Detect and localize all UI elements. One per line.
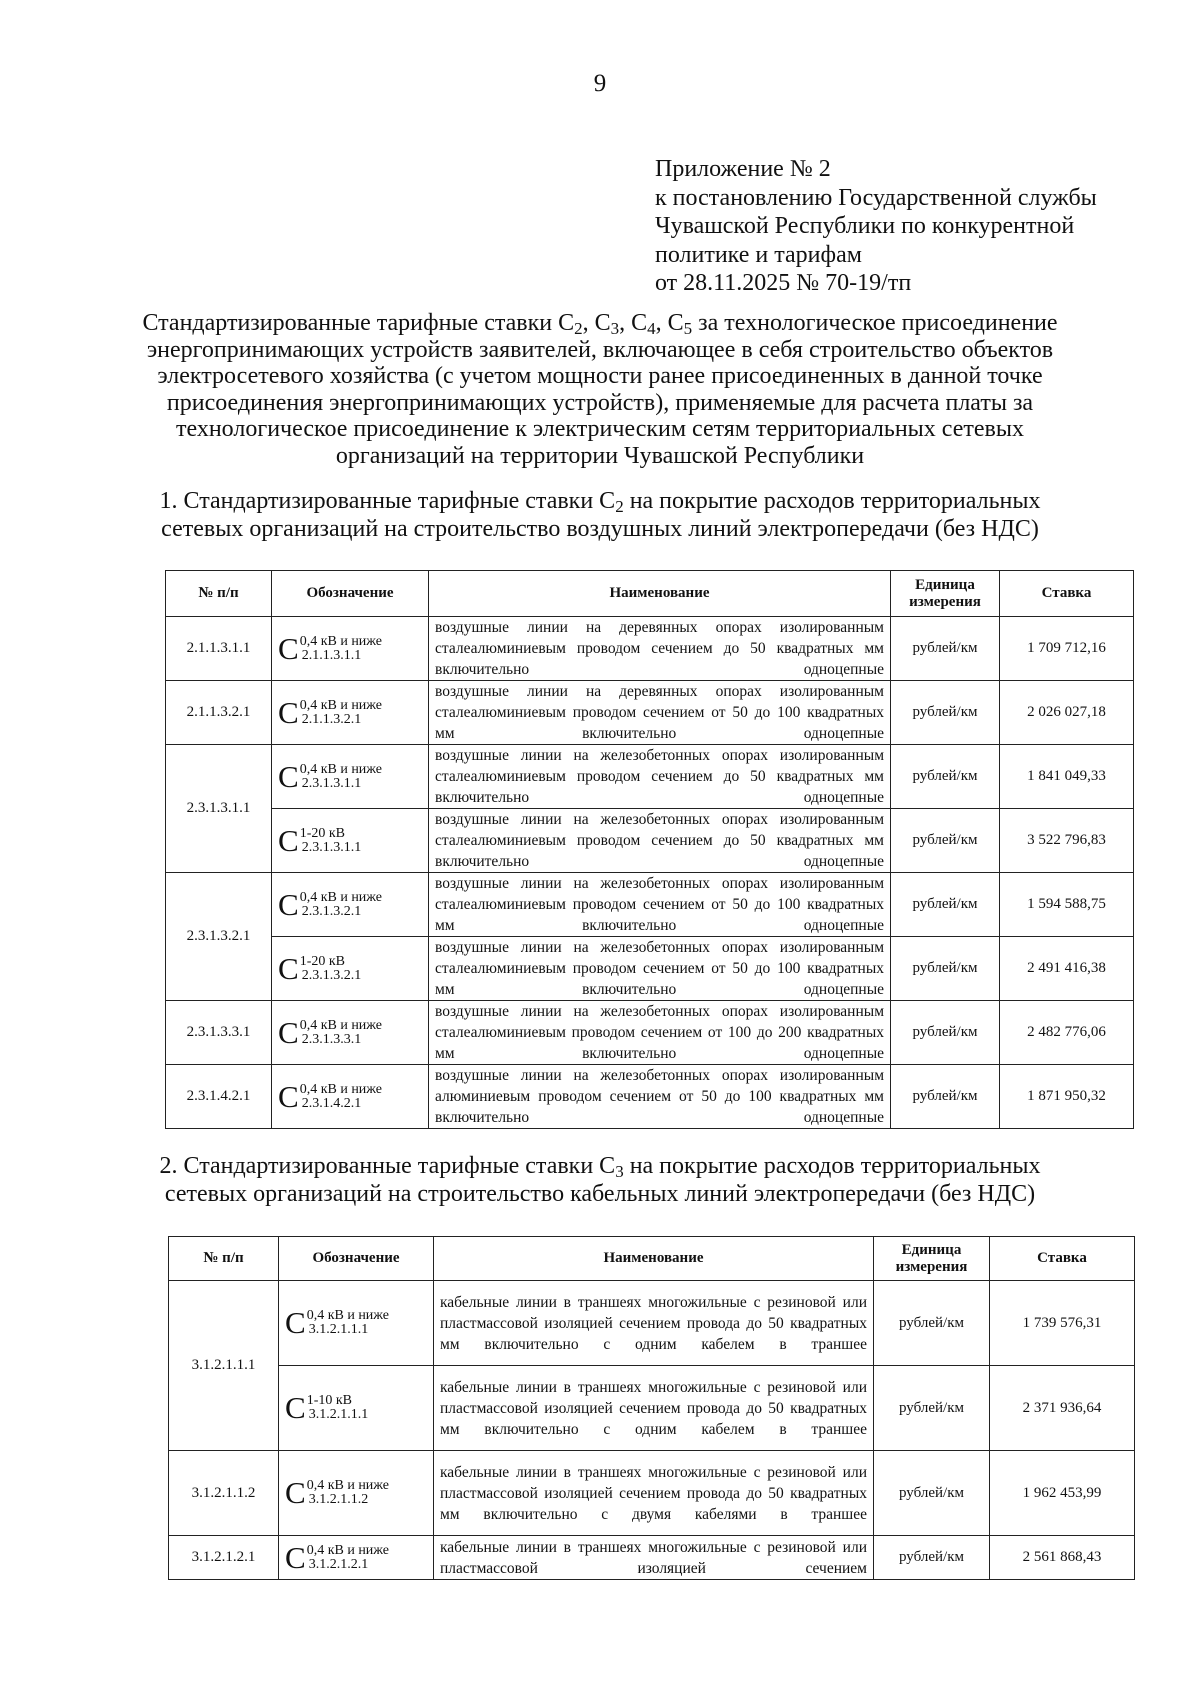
- row-description: кабельные линии в траншеях многожильные с резиновой или пластмассовой изоляцией сечением провода до 50 квадратных мм включительно с двумя кабелями в траншее: [434, 1451, 874, 1536]
- title-line: организаций на территории Чувашской Республики: [335, 442, 865, 469]
- designation: C 0,4 кВ и ниже 2.3.1.4.2.1: [272, 1065, 429, 1129]
- designation: C 1-20 кВ 2.3.1.3.2.1: [272, 937, 429, 1001]
- page-number: 9: [593, 70, 607, 97]
- designation: C 0,4 кВ и ниже 3.1.2.1.1.1: [279, 1281, 434, 1366]
- appendix-header: [655, 155, 1097, 298]
- section-title-line: сетевых организаций на строительство кабельных линий электропередачи (без НДС): [164, 1181, 1036, 1207]
- designation: C 1-10 кВ 3.1.2.1.1.1: [279, 1366, 434, 1451]
- row-number: 3.1.2.1.1.2: [169, 1451, 279, 1536]
- row-unit: рублей/км: [874, 1536, 990, 1580]
- row-unit: рублей/км: [891, 1065, 1000, 1129]
- designation: C 0,4 кВ и ниже 3.1.2.1.1.2: [279, 1451, 434, 1536]
- section-title-line: 2. Стандартизированные тарифные ставки $С_3$ на покрытие расходов территориальных: [159, 1153, 1041, 1181]
- appendix-line: от 28.11.2025 № 70-19/тп: [655, 270, 912, 296]
- tariff-table-c2: [165, 570, 1134, 1129]
- appendix-line: к постановлению Государственной службы: [655, 184, 1097, 211]
- row-rate: 1 709 712,16: [1000, 617, 1134, 681]
- row-rate: 2 026 027,18: [1000, 681, 1134, 745]
- row-description: воздушные линии на железобетонных опорах изолированным сталеалюминиевым проводом сечением от 50 до 100 квадратных мм включительно одноцепные: [429, 937, 891, 1001]
- row-unit: рублей/км: [874, 1451, 990, 1536]
- header-name: Наименование: [434, 1237, 874, 1281]
- row-description: кабельные линии в траншеях многожильные с резиновой или пластмассовой изоляцией сечением провода до 50 квадратных мм включительно с одним кабелем в траншее: [434, 1366, 874, 1451]
- header-unit: Единица измерения: [874, 1237, 990, 1281]
- row-rate: 1 841 049,33: [1000, 745, 1134, 809]
- row-description: воздушные линии на железобетонных опорах изолированным сталеалюминиевым проводом сечением до 50 квадратных мм включительно одноцепные: [429, 809, 891, 873]
- row-number: 2.1.1.3.1.1: [166, 617, 272, 681]
- row-rate: 2 561 868,43: [990, 1536, 1135, 1580]
- title-line: Стандартизированные тарифные ставки $С_2$, $С_3$, $С_4$, $С_5$ за технологическое присоединение: [142, 310, 1058, 338]
- row-unit: рублей/км: [891, 745, 1000, 809]
- designation: C 0,4 кВ и ниже 2.1.1.3.1.1: [272, 617, 429, 681]
- section-title-line: сетевых организаций на строительство воздушных линий электропередачи (без НДС): [161, 516, 1039, 542]
- row-rate: 1 962 453,99: [990, 1451, 1135, 1536]
- table-row: [169, 1281, 1135, 1366]
- header-designation: Обозначение: [279, 1237, 434, 1281]
- section-2-title: [100, 1152, 1100, 1208]
- row-unit: рублей/км: [891, 617, 1000, 681]
- row-unit: рублей/км: [891, 681, 1000, 745]
- tariff-table-c3: [168, 1236, 1135, 1580]
- table-row: [169, 1366, 1135, 1451]
- appendix-line: Приложение № 2: [655, 156, 831, 182]
- designation: C 1-20 кВ 2.3.1.3.1.1: [272, 809, 429, 873]
- row-unit: рублей/км: [891, 873, 1000, 937]
- row-rate: 2 491 416,38: [1000, 937, 1134, 1001]
- row-description: воздушные линии на железобетонных опорах изолированным сталеалюминиевым проводом сечением до 50 квадратных мм включительно одноцепные: [429, 745, 891, 809]
- row-description: воздушные линии на железобетонных опорах изолированным алюминиевым проводом сечением от 50 до 100 квадратных мм включительно одноцепные: [429, 1065, 891, 1129]
- row-number: 2.3.1.3.1.1: [166, 745, 272, 873]
- header-num: № п/п: [166, 571, 272, 617]
- header-num: № п/п: [169, 1237, 279, 1281]
- header-unit: Единица измерения: [891, 571, 1000, 617]
- row-rate: 1 594 588,75: [1000, 873, 1134, 937]
- row-description: кабельные линии в траншеях многожильные с резиновой или пластмассовой изоляцией сечением провода до 50 квадратных мм включительно с одним кабелем в траншее: [434, 1281, 874, 1366]
- table-header-row: [169, 1237, 1135, 1281]
- title-line: энергопринимающих устройств заявителей, включающее в себя строительство объектов: [146, 336, 1054, 363]
- row-description: воздушные линии на железобетонных опорах изолированным сталеалюминиевым проводом сечением от 100 до 200 квадратных мм включительно одноцепные: [429, 1001, 891, 1065]
- designation: C 0,4 кВ и ниже 2.3.1.3.1.1: [272, 745, 429, 809]
- table-row: [166, 681, 1134, 745]
- designation: C 0,4 кВ и ниже 3.1.2.1.2.1: [279, 1536, 434, 1580]
- row-unit: рублей/км: [891, 1001, 1000, 1065]
- table-row: [166, 617, 1134, 681]
- table-row: [166, 873, 1134, 937]
- row-rate: 1 871 950,32: [1000, 1065, 1134, 1129]
- row-number: 2.3.1.3.2.1: [166, 873, 272, 1001]
- row-unit: рублей/км: [874, 1366, 990, 1451]
- row-description: кабельные линии в траншеях многожильные с резиновой или пластмассовой изоляцией сечением: [434, 1536, 874, 1580]
- row-unit: рублей/км: [891, 809, 1000, 873]
- document-title: [100, 310, 1100, 469]
- table-header-row: [166, 571, 1134, 617]
- row-description: воздушные линии на деревянных опорах изолированным сталеалюминиевым проводом сечением до 50 квадратных мм включительно одноцепные: [429, 617, 891, 681]
- row-description: воздушные линии на деревянных опорах изолированным сталеалюминиевым проводом сечением от 50 до 100 квадратных мм включительно одноцепные: [429, 681, 891, 745]
- section-1-title: [100, 487, 1100, 543]
- row-rate: 2 482 776,06: [1000, 1001, 1134, 1065]
- header-rate: Ставка: [990, 1237, 1135, 1281]
- row-number: 3.1.2.1.1.1: [169, 1281, 279, 1451]
- header-rate: Ставка: [1000, 571, 1134, 617]
- row-description: воздушные линии на железобетонных опорах изолированным сталеалюминиевым проводом сечением от 50 до 100 квадратных мм включительно одноцепные: [429, 873, 891, 937]
- table-row: [166, 809, 1134, 873]
- row-unit: рублей/км: [891, 937, 1000, 1001]
- title-line: технологическое присоединение к электрическим сетям территориальных сетевых: [176, 416, 1024, 442]
- title-line: электросетевого хозяйства (с учетом мощности ранее присоединенных в данной точке: [157, 363, 1043, 389]
- table-row: [169, 1451, 1135, 1536]
- designation: C 0,4 кВ и ниже 2.3.1.3.3.1: [272, 1001, 429, 1065]
- table-row: [166, 1065, 1134, 1129]
- appendix-line: политике и тарифам: [655, 241, 862, 268]
- header-designation: Обозначение: [272, 571, 429, 617]
- row-number: 2.1.1.3.2.1: [166, 681, 272, 745]
- table-row: [169, 1536, 1135, 1580]
- title-line: присоединения энергопринимающих устройств), применяемые для расчета платы за: [166, 389, 1034, 416]
- row-rate: 3 522 796,83: [1000, 809, 1134, 873]
- header-name: Наименование: [429, 571, 891, 617]
- row-number: 3.1.2.1.2.1: [169, 1536, 279, 1580]
- row-number: 2.3.1.3.3.1: [166, 1001, 272, 1065]
- table-row: [166, 937, 1134, 1001]
- table-row: [166, 1001, 1134, 1065]
- table-row: [166, 745, 1134, 809]
- designation: C 0,4 кВ и ниже 2.3.1.3.2.1: [272, 873, 429, 937]
- appendix-line: Чувашской Республики по конкурентной: [655, 213, 1075, 239]
- row-number: 2.3.1.4.2.1: [166, 1065, 272, 1129]
- section-title-line: 1. Стандартизированные тарифные ставки $С_2$ на покрытие расходов территориальных: [159, 488, 1041, 516]
- row-rate: 1 739 576,31: [990, 1281, 1135, 1366]
- row-rate: 2 371 936,64: [990, 1366, 1135, 1451]
- row-unit: рублей/км: [874, 1281, 990, 1366]
- designation: C 0,4 кВ и ниже 2.1.1.3.2.1: [272, 681, 429, 745]
